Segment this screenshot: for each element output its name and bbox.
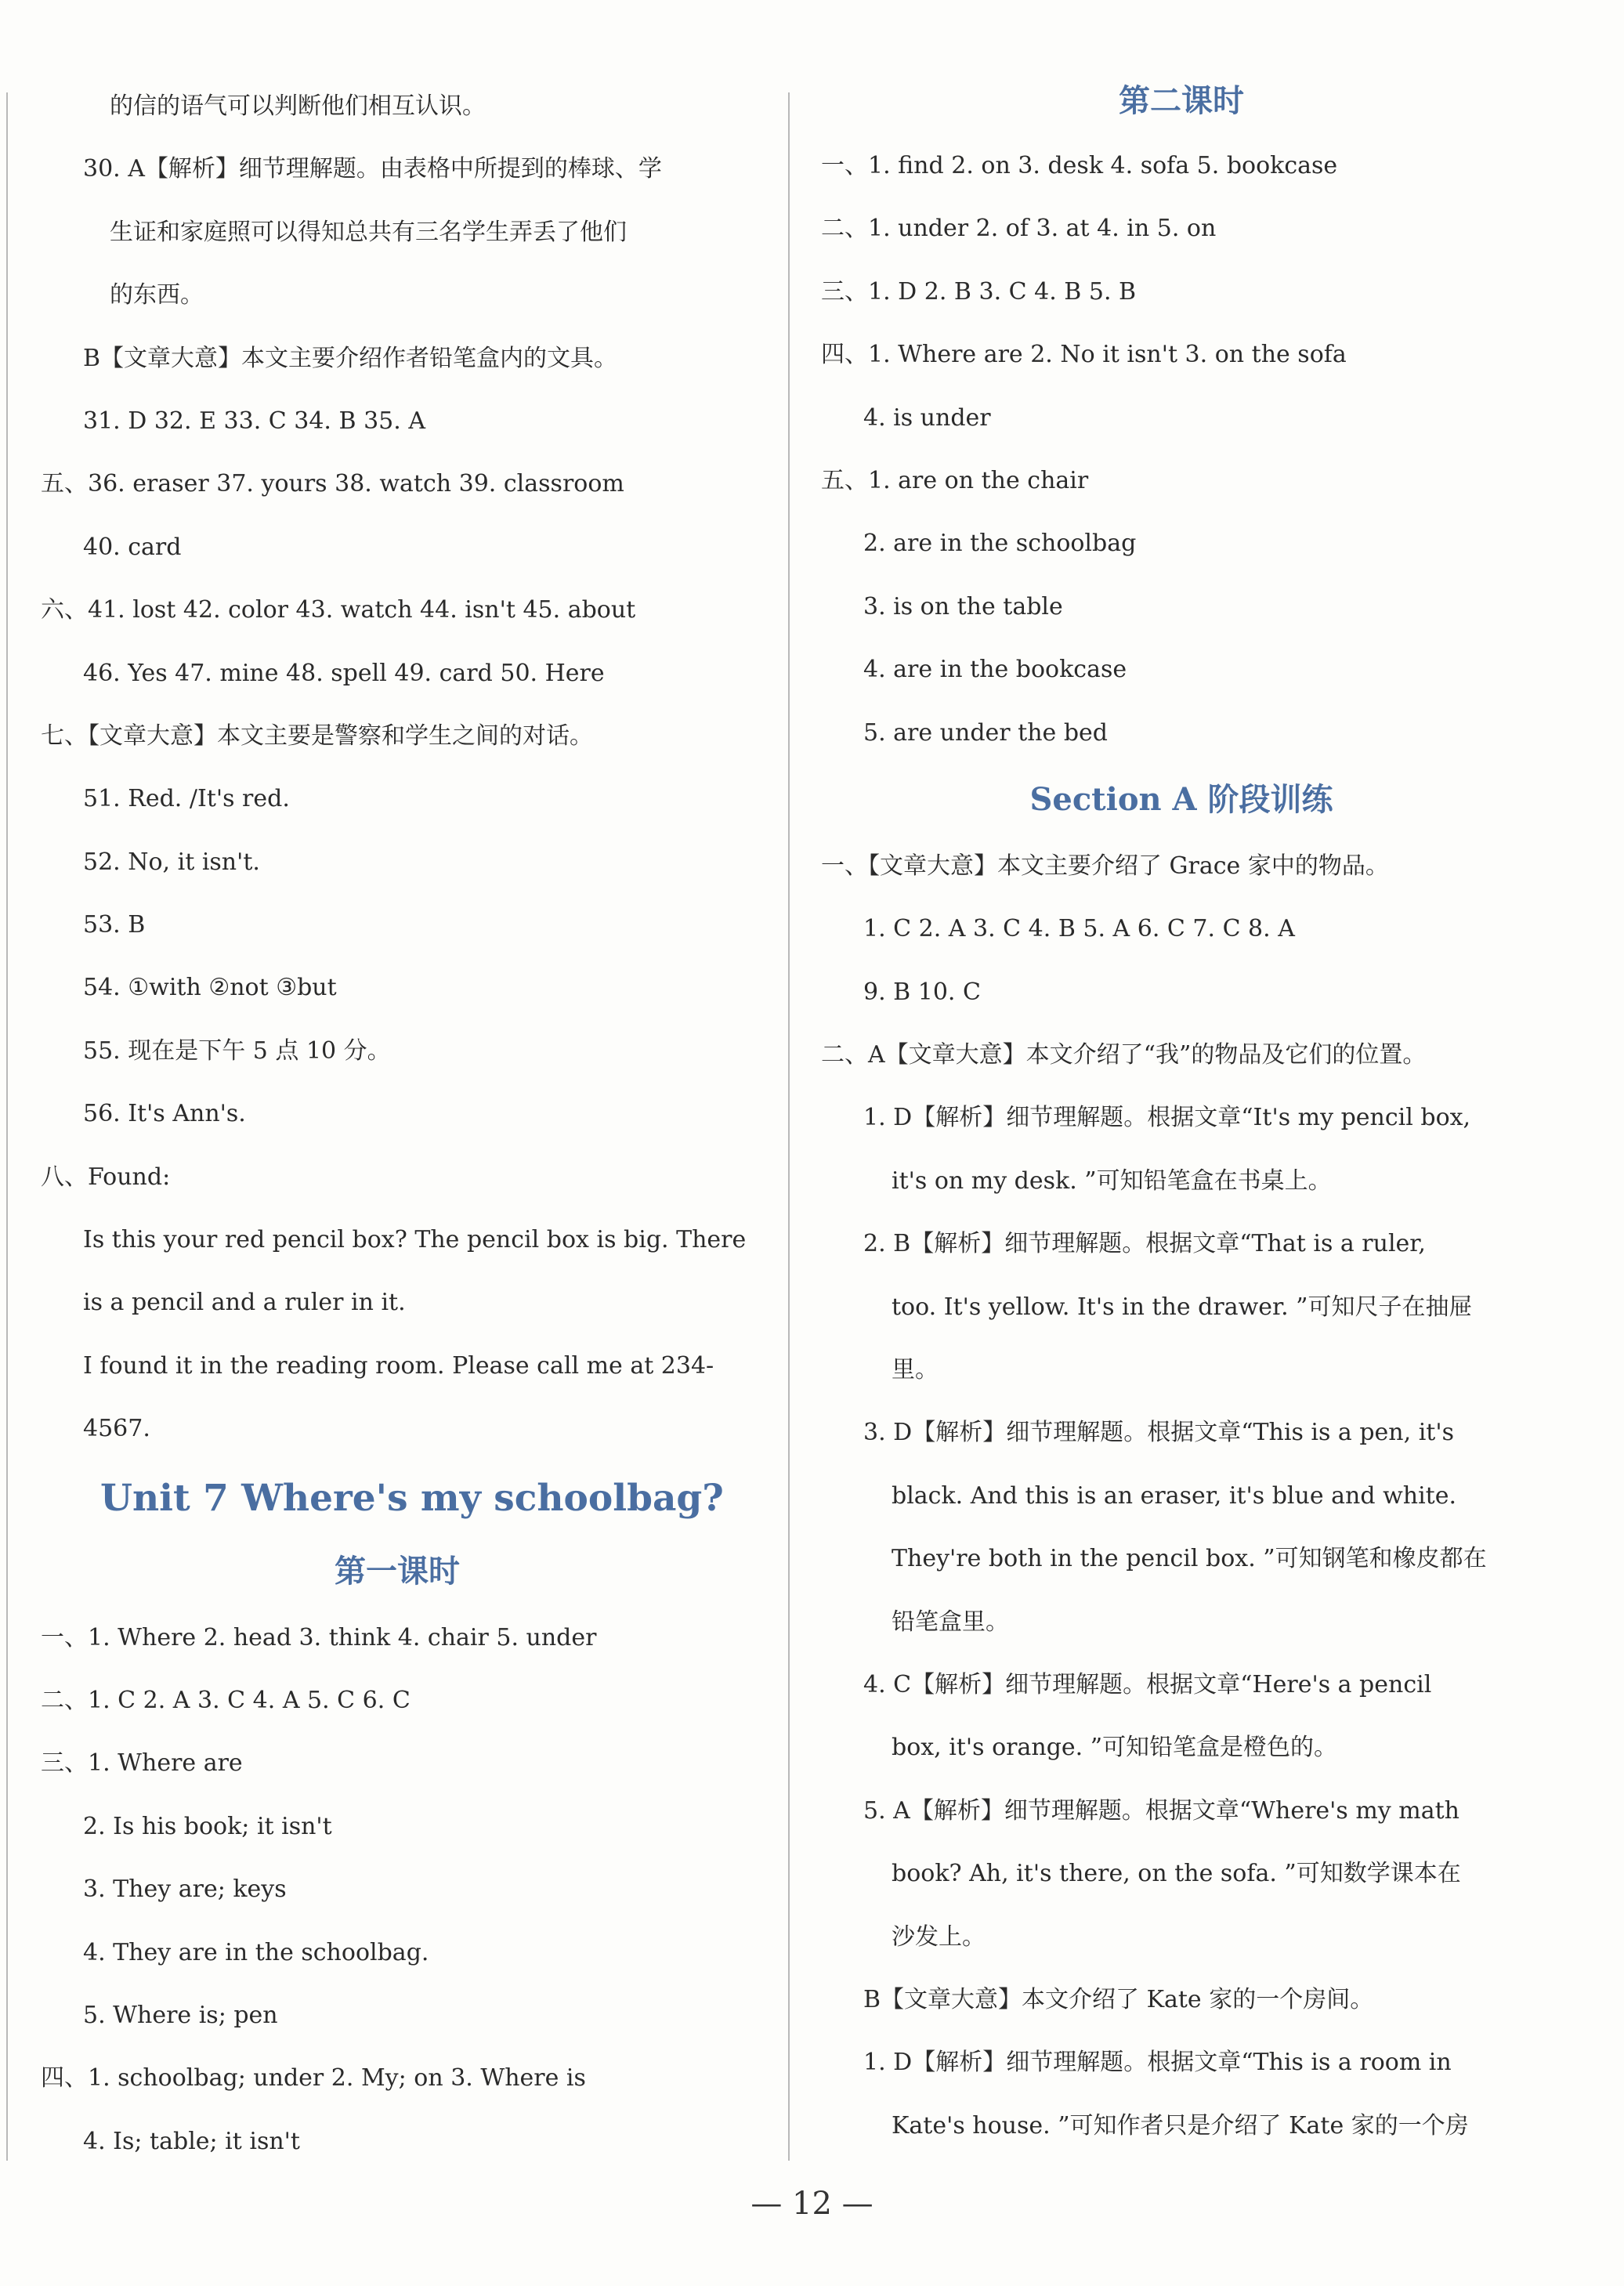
answer-line: 4. are in the bookcase: [863, 656, 1127, 684]
answer-line: 1. D【解析】细节理解题。根据文章“This is a room in: [863, 2049, 1452, 2077]
page-number: — 12 —: [751, 2186, 873, 2222]
answer-line: 2. B【解析】细节理解题。根据文章“That is a ruler,: [863, 1230, 1426, 1258]
answer-line: 4567.: [83, 1415, 150, 1443]
section-heading: Section A 阶段训练: [1029, 780, 1333, 818]
answer-line: 一、1. Where 2. head 3. think 4. chair 5. under: [41, 1623, 597, 1651]
answer-line: 3. is on the table: [863, 592, 1063, 620]
answer-line: 30. A【解析】细节理解题。由表格中所提到的棒球、学: [83, 155, 662, 183]
answer-line: 56. It's Ann's.: [83, 1100, 246, 1128]
answer-line: 4. Is; table; it isn't: [83, 2127, 300, 2155]
left-column: [41, 75, 754, 2173]
answer-line: 54. ①with ②not ③but: [83, 974, 337, 1002]
answer-line: 1. C 2. A 3. C 4. B 5. A 6. C 7. C 8. A: [863, 915, 1295, 943]
unit-title: Unit 7 Where's my schoolbag?: [100, 1476, 724, 1520]
answer-line: Kate's house. ”可知作者只是介绍了 Kate 家的一个房: [892, 2111, 1469, 2140]
answer-line: 的东西。: [110, 281, 204, 309]
answer-line: Is this your red pencil box? The pencil box is big. There: [83, 1226, 747, 1254]
answer-line: too. It's yellow. It's in the drawer. ”可知尺子在抽屉: [892, 1293, 1473, 1321]
answer-line: 五、36. eraser 37. yours 38. watch 39. classroom: [41, 470, 624, 498]
answer-line: box, it's orange. ”可知铅笔盒是橙色的。: [892, 1734, 1338, 1762]
column-divider: [788, 92, 790, 2161]
answer-line: 52. No, it isn't.: [83, 848, 260, 876]
answer-line: 4. C【解析】细节理解题。根据文章“Here's a pencil: [863, 1670, 1432, 1698]
answer-line: 5. A【解析】细节理解题。根据文章“Where's my math: [863, 1796, 1459, 1825]
answer-line: 三、1. D 2. B 3. C 4. B 5. B: [821, 277, 1137, 306]
answer-line: They're both in the pencil box. ”可知钢笔和橡皮都在: [892, 1545, 1487, 1573]
answer-line: 五、1. are on the chair: [821, 466, 1089, 494]
answer-line: 七、【文章大意】本文主要是警察和学生之间的对话。: [41, 722, 593, 750]
answer-line: 三、1. Where are: [41, 1749, 243, 1778]
answer-line: B【文章大意】本文介绍了 Kate 家的一个房间。: [863, 1985, 1374, 2013]
answer-line: 5. Where is; pen: [83, 2001, 278, 2029]
answer-line: 四、1. Where are 2. No it isn't 3. on the sofa: [821, 341, 1347, 369]
answer-line: 55. 现在是下午 5 点 10 分。: [83, 1036, 391, 1065]
answer-line: 53. B: [83, 911, 146, 939]
answer-line: book? Ah, it's there, on the sofa. ”可知数学课本在: [892, 1860, 1461, 1888]
answer-line: 46. Yes 47. mine 48. spell 49. card 50. Here: [83, 659, 605, 687]
answer-line: 2. are in the schoolbag: [863, 530, 1137, 558]
answer-line: 二、1. under 2. of 3. at 4. in 5. on: [821, 215, 1217, 243]
answer-line: 51. Red. /It's red.: [83, 785, 290, 813]
answer-line: 9. B 10. C: [863, 978, 981, 1006]
answer-line: is a pencil and a ruler in it.: [83, 1289, 406, 1317]
lesson-heading: 第一课时: [335, 1552, 460, 1590]
answer-line: 沙发上。: [892, 1922, 986, 1951]
answer-line: black. And this is an eraser, it's blue and white.: [892, 1481, 1457, 1510]
left-margin-rule: [6, 92, 8, 2161]
answer-line: 六、41. lost 42. color 43. watch 44. isn't 45. about: [41, 596, 636, 624]
answer-line: 4. They are in the schoolbag.: [83, 1938, 429, 1966]
answer-line: 四、1. schoolbag; under 2. My; on 3. Where is: [41, 2064, 586, 2092]
answer-line: 1. D【解析】细节理解题。根据文章“It's my pencil box,: [863, 1104, 1471, 1132]
answer-line: 40. card: [83, 533, 182, 561]
answer-line: 二、1. C 2. A 3. C 4. A 5. C 6. C: [41, 1686, 411, 1714]
answer-line: 31. D 32. E 33. C 34. B 35. A: [83, 407, 425, 435]
answer-line: 二、A【文章大意】本文介绍了“我”的物品及它们的位置。: [821, 1041, 1427, 1069]
right-column: [821, 75, 1542, 2158]
answer-line: 八、Found:: [41, 1163, 171, 1191]
answer-line: I found it in the reading room. Please call me at 234-: [83, 1351, 714, 1380]
answer-line: 5. are under the bed: [863, 718, 1108, 747]
answer-line: 3. D【解析】细节理解题。根据文章“This is a pen, it's: [863, 1419, 1454, 1447]
answer-line: it's on my desk. ”可知铅笔盒在书桌上。: [892, 1167, 1332, 1195]
answer-line: 3. They are; keys: [83, 1875, 287, 1904]
lesson-heading: 第二课时: [1119, 82, 1244, 119]
answer-line: 4. is under: [863, 403, 991, 432]
answer-line: 铅笔盒里。: [892, 1608, 1009, 1636]
answer-line: B【文章大意】本文主要介绍作者铅笔盒内的文具。: [83, 344, 618, 372]
answer-line: 生证和家庭照可以得知总共有三名学生弄丢了他们: [110, 218, 627, 246]
answer-line: 一、1. find 2. on 3. desk 4. sofa 5. bookcase: [821, 152, 1338, 179]
answer-line: 里。: [892, 1356, 939, 1384]
answer-line: 一、【文章大意】本文主要介绍了 Grace 家中的物品。: [821, 852, 1389, 880]
answer-line: 的信的语气可以判断他们相互认识。: [110, 92, 486, 120]
answer-line: 2. Is his book; it isn't: [83, 1812, 332, 1840]
